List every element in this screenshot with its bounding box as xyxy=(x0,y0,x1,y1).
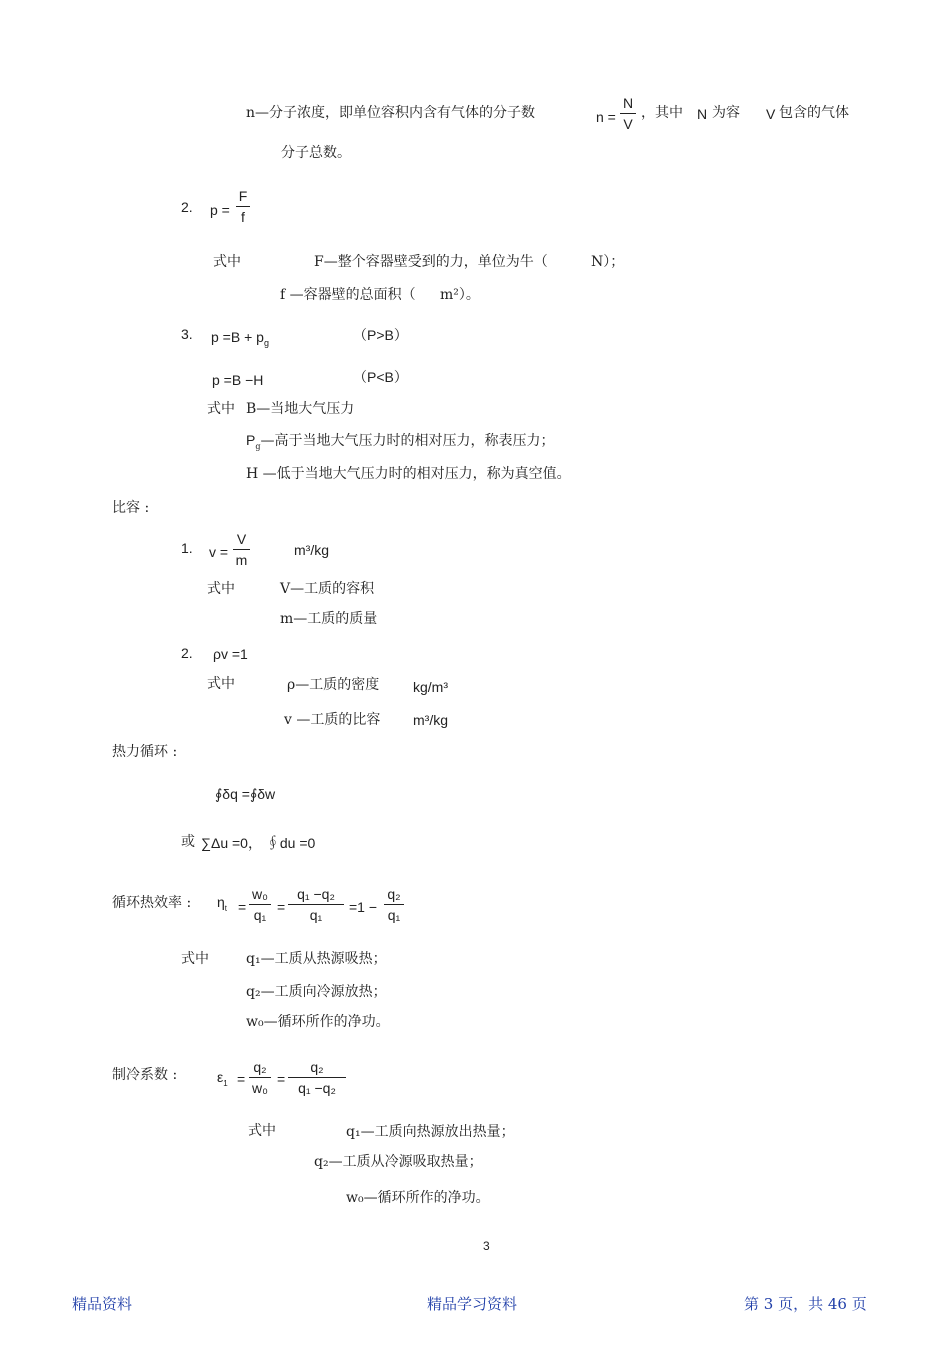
refrigeration-equals: = xyxy=(237,1071,246,1087)
efficiency-q1-def: q₁—工质从热源吸热； xyxy=(246,951,387,967)
formula-3b: p =B −H xyxy=(212,372,264,388)
footer-left: 精品资料 xyxy=(72,1295,133,1313)
formula-3a-condition: （P>B） xyxy=(353,327,408,343)
formula-2-m2-unit: m²）。 xyxy=(440,287,480,303)
formula-2-number: 2. xyxy=(181,199,193,215)
sv-v-unit: m³/kg xyxy=(413,712,448,728)
fraction-bar xyxy=(249,1077,271,1078)
sv-V-def: V—工质的容积 xyxy=(280,581,375,597)
ref-f1-denominator: w₀ xyxy=(252,1080,268,1096)
eff-f1-numerator: w₀ xyxy=(252,886,268,902)
n-bao-text: 包含的气体 xyxy=(779,105,849,121)
formula-3a-main: p =B + p xyxy=(211,329,264,345)
fraction-bar xyxy=(236,206,250,207)
epsilon-subscript: 1 xyxy=(223,1078,228,1088)
sv-numerator: V xyxy=(236,531,247,547)
sv-rho-def: ρ—工质的密度 xyxy=(287,677,380,693)
n-fraction-denominator: V xyxy=(623,116,633,132)
n-symbol-V: V xyxy=(766,106,776,122)
formula-2-numerator: F xyxy=(238,188,248,204)
shizhong-label: 式中 xyxy=(207,581,235,597)
efficiency-fraction-2 xyxy=(288,887,344,922)
n-tail: ，其中 xyxy=(641,105,683,121)
formula-3-number: 3. xyxy=(181,326,193,342)
footer-right: 第 3 页，共 46 页 xyxy=(744,1295,867,1313)
fraction-bar xyxy=(249,904,271,905)
ref-f1-numerator: q₂ xyxy=(253,1059,267,1075)
sv-formula-2-number: 2. xyxy=(181,645,193,661)
refrigeration-q2-def: q₂—工质从冷源吸取热量； xyxy=(314,1154,483,1170)
formula-2-F-def: F—整个容器壁受到的力，单位为牛（ xyxy=(314,254,548,270)
refrigeration-heading: 制冷系数 : xyxy=(112,1067,178,1083)
sv-denominator: m xyxy=(235,552,248,568)
eff-f2-numerator: q₁ −q₂ xyxy=(297,886,335,902)
shizhong-label: 式中 xyxy=(207,401,235,417)
n-formula-lhs: n = xyxy=(596,109,616,125)
Pg-text: —高于当地大气压力时的相对压力，称表压力； xyxy=(260,433,555,449)
formula-3-B-def: B—当地大气压力 xyxy=(246,401,355,417)
epsilon-symbol xyxy=(217,1070,228,1088)
efficiency-w0-def: w₀—循环所作的净功。 xyxy=(246,1014,390,1030)
refrigeration-fraction-1 xyxy=(249,1060,271,1095)
formula-3b-condition: （P<B） xyxy=(353,369,408,385)
ref-f2-denominator: q₁ −q₂ xyxy=(298,1080,336,1096)
shizhong-label: 式中 xyxy=(213,254,241,270)
eta-symbol xyxy=(217,895,227,913)
n-definition: n—分子浓度，即单位容积内含有气体的分子数 xyxy=(246,105,536,121)
specific-volume-heading: 比容 : xyxy=(112,500,150,516)
efficiency-equals: = xyxy=(238,899,247,915)
eff-f3-denominator: q₁ xyxy=(387,907,401,923)
eta-letter: η xyxy=(217,894,225,910)
epsilon-letter: ε xyxy=(217,1069,224,1085)
refrigeration-fraction-2 xyxy=(288,1060,346,1095)
efficiency-one-minus: =1 − xyxy=(349,899,378,915)
cycle-equation-2: ∑Δu =0， ∮du =0 xyxy=(201,835,316,851)
fraction-bar xyxy=(233,549,250,550)
n-fraction-numerator: N xyxy=(622,95,634,111)
efficiency-fraction-3 xyxy=(384,887,404,922)
formula-2-f-def: f —容器壁的总面积（ xyxy=(280,287,416,303)
sv-m-def: m—工质的质量 xyxy=(280,611,378,627)
formula-2-fraction xyxy=(236,189,250,224)
n-symbol-N: N xyxy=(697,106,708,122)
formula-3a-subscript: g xyxy=(263,337,269,348)
eff-f2-denominator: q₁ xyxy=(309,907,323,923)
ref-f2-numerator: q₂ xyxy=(310,1059,324,1075)
fraction-bar xyxy=(384,904,404,905)
refrigeration-equals: = xyxy=(277,1071,286,1087)
sv-formula-1-unit: m³/kg xyxy=(294,542,329,558)
refrigeration-q1-def: q₁—工质向热源放出热量； xyxy=(346,1124,515,1140)
cycle-equation-1: ∮δq =∮δw xyxy=(215,786,276,802)
shizhong-label: 式中 xyxy=(181,951,209,967)
footer-center: 精品学习资料 xyxy=(427,1295,518,1313)
fraction-bar xyxy=(288,1077,346,1078)
sv-rho-unit: kg/m³ xyxy=(413,679,448,695)
efficiency-fraction-1 xyxy=(249,887,271,922)
Pg-symbol: P xyxy=(246,432,256,448)
formula-2-lhs: p = xyxy=(210,202,230,218)
cycle-heading: 热力循环 : xyxy=(112,744,178,760)
formula-2-denominator: f xyxy=(241,209,245,225)
efficiency-heading: 循环热效率 : xyxy=(112,895,192,911)
n-fraction xyxy=(620,96,636,131)
fraction-bar xyxy=(620,113,636,114)
formula-3a xyxy=(211,330,269,348)
n-definition-continued: 分子总数。 xyxy=(281,145,351,161)
eff-f3-numerator: q₂ xyxy=(387,886,401,902)
Pg-subscript: g xyxy=(255,441,261,451)
n-wei-text: 为容 xyxy=(712,105,740,121)
fraction-bar xyxy=(288,904,344,905)
shizhong-label: 式中 xyxy=(248,1123,276,1139)
shizhong-label: 式中 xyxy=(207,676,235,692)
eta-subscript: t xyxy=(224,903,228,913)
formula-3-H-def: H —低于当地大气压力时的相对压力，称为真空值。 xyxy=(246,466,571,482)
formula-3-Pg-def xyxy=(246,433,554,451)
refrigeration-w0-def: w₀—循环所作的净功。 xyxy=(346,1190,490,1206)
sv-formula-1-lhs: v = xyxy=(209,544,229,560)
eff-f1-denominator: q₁ xyxy=(253,907,267,923)
sv-v-def: v —工质的比容 xyxy=(284,712,381,728)
efficiency-q2-def: q₂—工质向冷源放热； xyxy=(246,984,387,1000)
sv-formula-1-fraction xyxy=(233,532,250,567)
formula-2-N-unit: N）； xyxy=(591,254,625,270)
page-number: 3 xyxy=(483,1239,490,1253)
efficiency-equals: = xyxy=(277,899,286,915)
sv-formula-2: ρv =1 xyxy=(213,646,248,662)
sv-formula-1-number: 1. xyxy=(181,540,193,556)
cycle-or-label: 或 xyxy=(181,834,195,850)
